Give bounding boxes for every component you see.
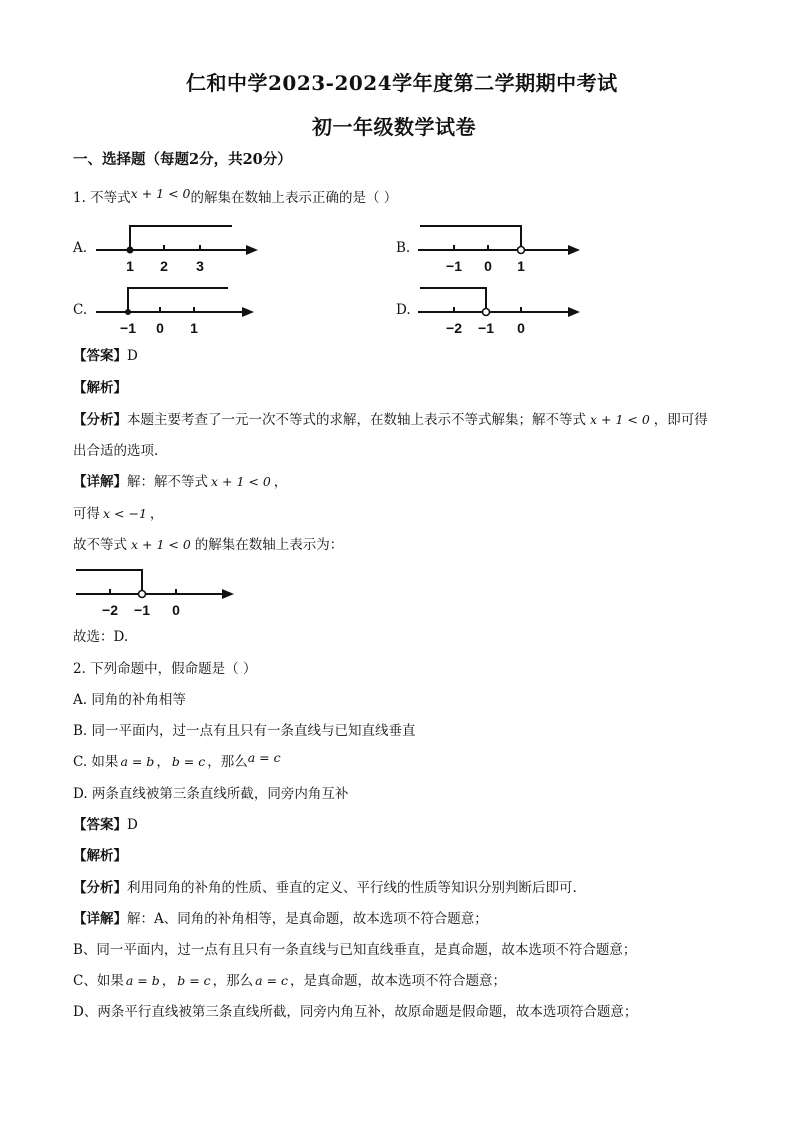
tick-label: −1: [478, 320, 494, 336]
q1-answer: [73, 346, 138, 366]
tick-label: 3: [196, 258, 204, 274]
tick-label: 1: [517, 258, 525, 274]
q1-option-a-label: A.: [73, 240, 88, 256]
detail-math: a = b: [125, 973, 160, 988]
answer-tag: 【答案】: [73, 817, 127, 833]
q2-option-c: [73, 752, 281, 772]
option-math: b = c: [171, 754, 206, 769]
axis-arrow: [246, 245, 258, 255]
tick-label: 0: [172, 602, 180, 618]
q2-stem: 2. 下列命题中，假命题是（ ）: [73, 661, 257, 677]
open-point: [483, 309, 490, 316]
q1-stem-text-end: 的解集在数轴上表示正确的是（ ）: [190, 190, 398, 206]
solution-bracket: [76, 570, 142, 591]
q1-option-b-label: B.: [396, 240, 411, 256]
q1-conclusion: 故选：D.: [73, 629, 129, 645]
q2-option-d: D. 两条直线被第三条直线所截，同旁内角互补: [73, 786, 349, 802]
detail-math: x + 1 < 0: [211, 474, 271, 489]
open-point: [139, 591, 146, 598]
detail-text: 解：A、同角的补角相等，是真命题，故本选项不符合题意；: [127, 911, 488, 927]
q1-analysis-tag: 【解析】: [73, 380, 127, 396]
detail-comma: ，: [149, 506, 164, 522]
option-math: a = c: [247, 750, 281, 765]
q1-fenxi-line: [73, 410, 708, 430]
detail-text: 可得: [73, 506, 100, 522]
tick-label: 0: [517, 320, 525, 336]
solution-bracket: [128, 288, 228, 312]
q1-stem-text: 1. 不等式: [73, 190, 131, 206]
tick-label: 1: [190, 320, 198, 336]
option-text: ，那么: [207, 754, 248, 770]
q2-fenxi-line: [73, 878, 577, 898]
tick-label: −2: [446, 320, 462, 336]
solution-bracket: [420, 288, 486, 309]
solution-bracket: [420, 226, 521, 247]
detail-math: x < −1: [103, 506, 147, 521]
fenxi-math: x + 1 < 0: [590, 412, 650, 427]
axis-arrow: [568, 245, 580, 255]
axis-arrow: [222, 589, 234, 599]
q1-option-a-number-line: [90, 218, 270, 278]
detail-math: b = c: [177, 973, 211, 988]
answer-tag: 【答案】: [73, 348, 127, 364]
q2-answer: [73, 815, 138, 835]
q1-option-d-number-line: [412, 280, 592, 340]
section-heading: 一、选择题（每题2分，共20分）: [73, 151, 292, 168]
tick-label: 0: [156, 320, 164, 336]
axis-arrow: [568, 307, 580, 317]
detail-text-end: 的解集在数轴上表示为：: [194, 537, 344, 553]
fenxi-tag: 【分析】: [73, 412, 127, 428]
detail-sep: ，: [161, 973, 176, 989]
tick-label: 2: [160, 258, 168, 274]
q1-option-c-number-line: [90, 280, 270, 340]
detail-math: x + 1 < 0: [131, 537, 191, 552]
q1-detail-line2: [73, 504, 163, 524]
solid-point: [125, 309, 131, 315]
tick-label: 1: [126, 258, 134, 274]
solid-point: [127, 247, 134, 254]
q2-option-b: B. 同一平面内，过一点有且只有一条直线与已知直线垂直: [73, 723, 416, 739]
tick-label: 0: [484, 258, 492, 274]
page-subtitle: 初一年级数学试卷: [312, 115, 476, 139]
fenxi-text-end: ，即可得: [653, 412, 708, 428]
q1-option-b-number-line: [412, 218, 592, 278]
q1-fenxi-line2: 出合适的选项.: [73, 443, 159, 459]
q2-detail-a: [73, 909, 488, 929]
q1-option-d-label: D.: [396, 302, 411, 318]
detail-text: C、如果: [73, 973, 124, 989]
q1-option-c-label: C.: [73, 302, 88, 318]
q2-detail-c: [73, 971, 506, 991]
q1-detail-line3: [73, 535, 343, 555]
detail-math: a = c: [255, 973, 289, 988]
q2-option-a: A. 同角的补角相等: [73, 692, 186, 708]
detail-comma: ，: [273, 474, 288, 490]
option-math: a = b: [120, 754, 155, 769]
detail-tag: 【详解】: [73, 474, 127, 490]
q1-detail-line: [73, 472, 287, 492]
q1-stem-math: x + 1 < 0: [130, 186, 191, 201]
tick-label: −1: [120, 320, 136, 336]
fenxi-text: 利用同角的补角的性质、垂直的定义、平行线的性质等知识分别判断后即可.: [127, 880, 577, 896]
detail-text: 解：解不等式: [127, 474, 208, 490]
option-sep: ，: [156, 754, 170, 770]
detail-text: 故不等式: [73, 537, 127, 553]
tick-label: −2: [102, 602, 118, 618]
tick-label: −1: [134, 602, 150, 618]
solution-bracket: [130, 226, 232, 250]
detail-text-end: ，是真命题，故本选项不符合题意；: [290, 973, 507, 989]
open-point: [518, 247, 525, 254]
q1-stem: [73, 188, 397, 208]
fenxi-text: 本题主要考查了一元一次不等式的求解，在数轴上表示不等式解集；解不等式: [127, 412, 586, 428]
tick-label: −1: [446, 258, 462, 274]
answer-value: D: [127, 348, 138, 364]
axis-arrow: [242, 307, 254, 317]
answer-value: D: [127, 817, 138, 833]
detail-tag: 【详解】: [73, 911, 127, 927]
fenxi-tag: 【分析】: [73, 880, 127, 896]
option-text: C. 如果: [73, 754, 119, 770]
detail-text: ，那么: [212, 973, 254, 989]
q2-detail-b: B、同一平面内，过一点有且只有一条直线与已知直线垂直，是真命题，故本选项不符合题意；: [73, 942, 637, 958]
page-title: 仁和中学2023-2024学年度第二学期期中考试: [186, 71, 618, 95]
q1-solution-number-line: [70, 560, 245, 620]
q2-analysis-tag: 【解析】: [73, 848, 127, 864]
q2-detail-d: D、两条平行直线被第三条直线所截，同旁内角互补，故原命题是假命题，故本选项符合题意；: [73, 1004, 638, 1020]
